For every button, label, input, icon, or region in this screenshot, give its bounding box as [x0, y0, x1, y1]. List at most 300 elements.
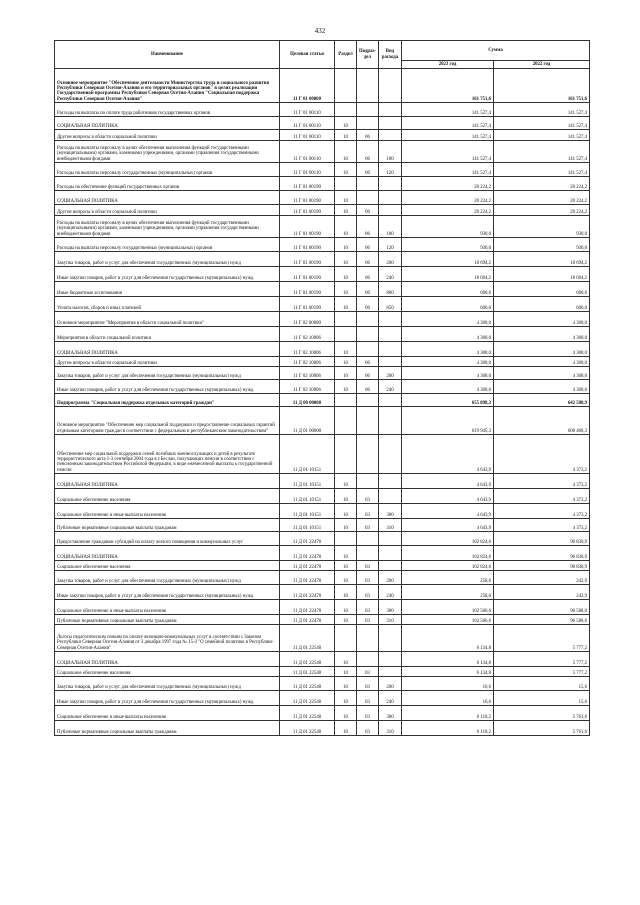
row-subsection: [357, 327, 379, 342]
table-row: [55, 238, 590, 252]
row-sum-2023: 18 694,2: [402, 267, 494, 282]
row-expense-type: [379, 69, 402, 103]
row-sum-2022: 4 300,0: [494, 327, 590, 342]
row-sum-2022: 5 761,6: [494, 721, 590, 736]
row-subsection: 06: [357, 163, 379, 177]
row-section: [335, 327, 357, 342]
row-name: СОЦИАЛЬНАЯ ПОЛИТИКА: [55, 546, 280, 561]
row-name: Публичные нормативные социальные выплаты гражданам: [55, 615, 280, 625]
row-name: Обеспечение мер социальной поддержки семей погибших военнослужащих и детей в результате террористического акта 1-3 сентября 2004 года в г.Беслан, получающих пенсии в соответствии с пенсионным законодательством Российской Федерации, в виде ежемесячной выплаты к государственной пенсии: [55, 435, 280, 474]
row-section: 10: [335, 141, 357, 163]
row-name: СОЦИАЛЬНАЯ ПОЛИТИКА: [55, 652, 280, 667]
row-sum-2023: 6 134,8: [402, 667, 494, 677]
row-name: Предоставление гражданам субсидий на оплату жилого помещения и коммунальных услуг: [55, 532, 280, 546]
row-name: СОЦИАЛЬНАЯ ПОЛИТИКА: [55, 191, 280, 205]
row-expense-type: 800: [379, 282, 402, 297]
row-subsection: [357, 312, 379, 327]
row-sum-2022: 930,0: [494, 238, 590, 252]
row-expense-type: 200: [379, 571, 402, 585]
row-name: Социальное обеспечение и иные выплаты населению: [55, 600, 280, 615]
row-expense-type: [379, 312, 402, 327]
table-row: [55, 357, 590, 367]
row-sum-2023: 930,0: [402, 216, 494, 238]
row-target-code: 11 Д 01 22540: [280, 721, 335, 736]
table-row: [55, 546, 590, 561]
row-subsection: [357, 103, 379, 117]
row-subsection: 06: [357, 380, 379, 394]
row-expense-type: [379, 191, 402, 205]
row-subsection: 06: [357, 267, 379, 282]
row-section: 10: [335, 252, 357, 267]
header-name: Наименование: [55, 41, 280, 69]
row-sum-2023: 102 824,6: [402, 561, 494, 571]
row-expense-type: [379, 205, 402, 216]
row-sum-2022: 15,6: [494, 677, 590, 691]
row-target-code: 11 Д 01 22470: [280, 571, 335, 585]
row-subsection: 03: [357, 677, 379, 691]
row-name: Закупка товаров, работ и услуг для обеспечения государственных (муниципальных) нужд: [55, 571, 280, 585]
row-name: Публичные нормативные социальные выплаты гражданам: [55, 721, 280, 736]
row-section: 10: [335, 216, 357, 238]
row-target-code: 11 Г 01 00190: [280, 177, 335, 191]
header-expense-type: Вид расхода: [379, 41, 402, 69]
row-name: Социальное обеспечение и иные выплаты населению: [55, 504, 280, 519]
row-expense-type: 240: [379, 585, 402, 600]
row-name: Другие вопросы в области социальной политики: [55, 130, 280, 141]
row-target-code: 11 Г 02 10006: [280, 327, 335, 342]
table-row: [55, 117, 590, 130]
row-subsection: [357, 625, 379, 652]
row-name: Иные закупки товаров, работ и услуг для обеспечения государственных (муниципальных) нужд: [55, 267, 280, 282]
row-subsection: 03: [357, 585, 379, 600]
row-target-code: 11 Д 01 22470: [280, 561, 335, 571]
row-sum-2022: 242,9: [494, 585, 590, 600]
row-section: 10: [335, 615, 357, 625]
row-subsection: 06: [357, 367, 379, 380]
row-name: Подпрограмма "Социальная поддержка отдельных категорий граждан": [55, 394, 280, 407]
row-name: Социальное обеспечение населения: [55, 561, 280, 571]
row-name: Расходы на выплаты по оплате труда работников государственных органов: [55, 103, 280, 117]
row-sum-2023: 4 643,9: [402, 504, 494, 519]
row-sum-2023: 930,0: [402, 238, 494, 252]
page-number: 432: [314, 27, 326, 35]
table-row: [55, 407, 590, 435]
row-sum-2022: 5 761,6: [494, 706, 590, 721]
row-subsection: [357, 532, 379, 546]
row-expense-type: [379, 130, 402, 141]
row-expense-type: [379, 177, 402, 191]
row-expense-type: [379, 103, 402, 117]
row-section: 10: [335, 238, 357, 252]
table-row: [55, 600, 590, 615]
table-row: [55, 561, 590, 571]
row-target-code: 11 Д 01 22470: [280, 600, 335, 615]
row-sum-2022: 4 373,2: [494, 504, 590, 519]
row-expense-type: 200: [379, 367, 402, 380]
row-sum-2023: 4 300,0: [402, 312, 494, 327]
row-sum-2023: 4 300,0: [402, 380, 494, 394]
table-row: [55, 205, 590, 216]
row-sum-2023: 16,6: [402, 691, 494, 706]
row-expense-type: [379, 394, 402, 407]
row-section: 10: [335, 585, 357, 600]
row-subsection: 03: [357, 706, 379, 721]
row-sum-2022: 141 527,4: [494, 130, 590, 141]
table-row: [55, 282, 590, 297]
row-name: Закупка товаров, работ и услуг для обеспечения государственных (муниципальных) нужд: [55, 677, 280, 691]
row-name: Иные закупки товаров, работ и услуг для обеспечения государственных (муниципальных) нужд: [55, 380, 280, 394]
row-target-code: 11 Д 01 22540: [280, 691, 335, 706]
row-expense-type: [379, 489, 402, 504]
row-sum-2022: 141 527,4: [494, 117, 590, 130]
table-row: [55, 342, 590, 357]
row-sum-2023: 6 134,8: [402, 652, 494, 667]
row-section: 10: [335, 706, 357, 721]
row-subsection: 06: [357, 205, 379, 216]
row-subsection: [357, 407, 379, 435]
row-name: Основное мероприятие "Обеспечение деятельности Министерства труда и социального развития Республики Северная Осетия-Алания и его территориальных органов" в целях реализации Государственной программы Республики Северная Осетия-Алания "Социальная поддержка Республики Северная Осетия-Алания": [55, 69, 280, 103]
row-target-code: 11 Г 02 10006: [280, 342, 335, 357]
row-name: Уплата налогов, сборов и иных платежей: [55, 297, 280, 312]
row-expense-type: 240: [379, 267, 402, 282]
row-target-code: 11 Г 02 00000: [280, 312, 335, 327]
table-row: [55, 252, 590, 267]
row-subsection: [357, 342, 379, 357]
row-sum-2023: 161 751,6: [402, 69, 494, 103]
row-name: Льготы педагогическим семьям по оплате жилищно-коммунальных услуг в соответствии с Законом Республики Северная Осетия-Алания от 3 декабря 1997 года № 15-З "О семейной политике в Республике Северная Осетия-Алания": [55, 625, 280, 652]
row-section: 10: [335, 205, 357, 216]
table-row: [55, 489, 590, 504]
row-sum-2022: 161 751,6: [494, 69, 590, 103]
table-row: [55, 585, 590, 600]
row-target-code: 11 Г 01 00110: [280, 130, 335, 141]
row-expense-type: [379, 652, 402, 667]
row-expense-type: [379, 561, 402, 571]
row-expense-type: [379, 474, 402, 489]
row-subsection: 06: [357, 141, 379, 163]
table-row: [55, 130, 590, 141]
row-sum-2023: 141 527,4: [402, 163, 494, 177]
row-target-code: 11 Г 01 00190: [280, 216, 335, 238]
header-subsection: Подраз-дел: [357, 41, 379, 69]
header-year-2022: 2022 год: [494, 61, 590, 69]
row-section: [335, 532, 357, 546]
row-expense-type: 200: [379, 252, 402, 267]
row-target-code: 11 Д 01 22540: [280, 625, 335, 652]
row-section: 10: [335, 600, 357, 615]
row-sum-2022: 4 373,2: [494, 435, 590, 474]
table-row: [55, 394, 590, 407]
row-target-code: 11 Д 01 10151: [280, 474, 335, 489]
row-subsection: 03: [357, 615, 379, 625]
row-target-code: 11 Д 01 22470: [280, 532, 335, 546]
row-section: 10: [335, 474, 357, 489]
row-expense-type: [379, 327, 402, 342]
row-target-code: 11 Г 01 00190: [280, 252, 335, 267]
row-expense-type: 310: [379, 721, 402, 736]
row-sum-2023: 4 643,9: [402, 489, 494, 504]
row-sum-2022: 20 224,2: [494, 191, 590, 205]
row-sum-2023: 20 224,2: [402, 177, 494, 191]
row-subsection: 06: [357, 297, 379, 312]
row-sum-2023: 600,0: [402, 282, 494, 297]
row-section: 10: [335, 519, 357, 532]
table-row: [55, 625, 590, 652]
row-name: Другие вопросы в области социальной политики: [55, 357, 280, 367]
row-expense-type: [379, 532, 402, 546]
row-sum-2023: 141 527,4: [402, 117, 494, 130]
row-section: 10: [335, 561, 357, 571]
row-section: 10: [335, 267, 357, 282]
row-target-code: 11 Г 02 10006: [280, 357, 335, 367]
row-target-code: 11 Г 01 00190: [280, 191, 335, 205]
row-target-code: 11 Г 01 00110: [280, 117, 335, 130]
row-section: 10: [335, 652, 357, 667]
row-expense-type: 200: [379, 677, 402, 691]
table-row: [55, 706, 590, 721]
row-section: [335, 394, 357, 407]
row-expense-type: 120: [379, 163, 402, 177]
table-row: [55, 177, 590, 191]
table-row: [55, 267, 590, 282]
row-target-code: 11 Г 02 10006: [280, 380, 335, 394]
table-row: [55, 571, 590, 585]
row-subsection: [357, 546, 379, 561]
table-row: [55, 677, 590, 691]
row-sum-2023: 141 527,4: [402, 141, 494, 163]
row-sum-2022: 4 373,2: [494, 474, 590, 489]
row-section: 10: [335, 571, 357, 585]
row-section: 10: [335, 691, 357, 706]
row-target-code: 11 Д 01 22540: [280, 677, 335, 691]
row-sum-2022: 96 830,9: [494, 561, 590, 571]
table-row: [55, 367, 590, 380]
row-subsection: 06: [357, 252, 379, 267]
row-expense-type: [379, 117, 402, 130]
row-sum-2022: 4 300,0: [494, 312, 590, 327]
row-sum-2023: 4 300,0: [402, 342, 494, 357]
row-sum-2022: 600,0: [494, 297, 590, 312]
row-target-code: 11 Г 01 00110: [280, 163, 335, 177]
row-sum-2022: 20 224,2: [494, 177, 590, 191]
row-name: Публичные нормативные социальные выплаты гражданам: [55, 519, 280, 532]
table-row: [55, 69, 590, 103]
row-section: [335, 177, 357, 191]
row-name: Мероприятия в области социальной политики: [55, 327, 280, 342]
row-subsection: 03: [357, 721, 379, 736]
row-subsection: 06: [357, 238, 379, 252]
row-subsection: 06: [357, 357, 379, 367]
row-sum-2022: 20 224,2: [494, 205, 590, 216]
header-year-2023: 2023 год: [402, 61, 494, 69]
row-section: 10: [335, 504, 357, 519]
row-target-code: 11 Д 01 22470: [280, 585, 335, 600]
row-subsection: [357, 191, 379, 205]
row-subsection: 03: [357, 600, 379, 615]
row-subsection: 06: [357, 216, 379, 238]
table-row: [55, 141, 590, 163]
row-section: 10: [335, 163, 357, 177]
row-subsection: [357, 117, 379, 130]
row-expense-type: 240: [379, 380, 402, 394]
row-name: СОЦИАЛЬНАЯ ПОЛИТИКА: [55, 474, 280, 489]
row-sum-2023: 655 098,3: [402, 394, 494, 407]
row-subsection: 03: [357, 667, 379, 677]
table-row: [55, 615, 590, 625]
table-body: [55, 69, 590, 736]
row-section: 10: [335, 342, 357, 357]
row-sum-2023: 258,0: [402, 585, 494, 600]
row-subsection: [357, 474, 379, 489]
row-subsection: [357, 435, 379, 474]
row-target-code: 11 Д 01 22540: [280, 706, 335, 721]
row-target-code: 11 Д 01 22470: [280, 615, 335, 625]
row-subsection: [357, 652, 379, 667]
table-row: [55, 163, 590, 177]
row-name: Закупка товаров, работ и услуг для обеспечения государственных (муниципальных) нужд: [55, 367, 280, 380]
row-sum-2023: 141 527,4: [402, 130, 494, 141]
row-target-code: 11 Г 01 00190: [280, 297, 335, 312]
row-target-code: 11 Д 01 10151: [280, 504, 335, 519]
row-expense-type: [379, 342, 402, 357]
row-target-code: 11 Г 01 00190: [280, 205, 335, 216]
row-sum-2022: 5 777,2: [494, 667, 590, 677]
row-target-code: 11 Д 01 10151: [280, 489, 335, 504]
row-section: 10: [335, 297, 357, 312]
row-sum-2022: 4 373,2: [494, 489, 590, 504]
row-target-code: 11 Д 01 22540: [280, 667, 335, 677]
row-sum-2022: 4 300,0: [494, 380, 590, 394]
row-name: Социальное обеспечение населения: [55, 667, 280, 677]
row-expense-type: 100: [379, 216, 402, 238]
row-sum-2022: 96 830,9: [494, 532, 590, 546]
row-sum-2023: 4 643,9: [402, 519, 494, 532]
row-section: [335, 625, 357, 652]
row-section: [335, 312, 357, 327]
row-expense-type: 240: [379, 691, 402, 706]
row-name: Социальное обеспечение населения: [55, 489, 280, 504]
row-sum-2023: 6 118,2: [402, 721, 494, 736]
row-sum-2023: 4 300,0: [402, 327, 494, 342]
row-name: Расходы на выплаты персоналу государственных (муниципальных) органов: [55, 163, 280, 177]
row-sum-2022: 4 373,2: [494, 519, 590, 532]
row-sum-2022: 4 300,0: [494, 357, 590, 367]
row-sum-2022: 600,0: [494, 282, 590, 297]
table-row: [55, 667, 590, 677]
row-name: Другие вопросы в области социальной политики: [55, 205, 280, 216]
row-expense-type: 300: [379, 600, 402, 615]
row-expense-type: [379, 407, 402, 435]
row-sum-2023: 6 118,2: [402, 706, 494, 721]
row-target-code: 11 Г 01 00110: [280, 141, 335, 163]
row-expense-type: 310: [379, 519, 402, 532]
row-sum-2023: 102 824,6: [402, 546, 494, 561]
row-sum-2022: 18 694,2: [494, 267, 590, 282]
row-sum-2023: 6 134,8: [402, 625, 494, 652]
row-sum-2022: 5 777,2: [494, 625, 590, 652]
row-sum-2023: 258,0: [402, 571, 494, 585]
table-row: [55, 435, 590, 474]
row-name: Иные закупки товаров, работ и услуг для обеспечения государственных (муниципальных) нужд: [55, 691, 280, 706]
row-sum-2022: 4 300,0: [494, 342, 590, 357]
row-sum-2022: 608 468,3: [494, 407, 590, 435]
header-section: Раздел: [335, 41, 357, 69]
row-target-code: 11 Д 01 22540: [280, 652, 335, 667]
row-expense-type: [379, 546, 402, 561]
row-section: 10: [335, 130, 357, 141]
table-row: [55, 191, 590, 205]
row-sum-2022: 96 830,9: [494, 546, 590, 561]
row-target-code: 11 Г 01 00190: [280, 267, 335, 282]
row-section: 10: [335, 667, 357, 677]
row-target-code: 11 Г 02 10006: [280, 367, 335, 380]
row-target-code: 11 Д 01 22470: [280, 546, 335, 561]
table-row: [55, 216, 590, 238]
row-expense-type: [379, 667, 402, 677]
row-name: СОЦИАЛЬНАЯ ПОЛИТИКА: [55, 117, 280, 130]
row-target-code: 11 Д 01 00000: [280, 407, 335, 435]
row-sum-2023: 619 945,3: [402, 407, 494, 435]
row-section: 10: [335, 380, 357, 394]
row-subsection: [357, 69, 379, 103]
row-name: СОЦИАЛЬНАЯ ПОЛИТИКА: [55, 342, 280, 357]
table-row: [55, 721, 590, 736]
row-target-code: 11 Г 01 00000: [280, 69, 335, 103]
table-row: [55, 691, 590, 706]
row-expense-type: 850: [379, 297, 402, 312]
row-subsection: 06: [357, 130, 379, 141]
row-target-code: 11 Д 01 10151: [280, 519, 335, 532]
row-subsection: 06: [357, 282, 379, 297]
row-sum-2022: 5 777,2: [494, 652, 590, 667]
row-section: 10: [335, 367, 357, 380]
header-code: Целевая статья: [280, 41, 335, 69]
table-row: [55, 297, 590, 312]
row-expense-type: 300: [379, 706, 402, 721]
row-subsection: 03: [357, 489, 379, 504]
row-sum-2023: 102 566,6: [402, 600, 494, 615]
row-sum-2022: 4 300,0: [494, 367, 590, 380]
row-name: Иные бюджетные ассигнования: [55, 282, 280, 297]
row-sum-2022: 15,6: [494, 691, 590, 706]
row-expense-type: 120: [379, 238, 402, 252]
table-row: [55, 327, 590, 342]
row-name: Закупка товаров, работ и услуг для обеспечения государственных (муниципальных) нужд: [55, 252, 280, 267]
row-sum-2023: 4 643,9: [402, 435, 494, 474]
row-expense-type: [379, 357, 402, 367]
row-sum-2022: 96 588,0: [494, 615, 590, 625]
row-expense-type: [379, 625, 402, 652]
row-name: Иные закупки товаров, работ и услуг для обеспечения государственных (муниципальных) нужд: [55, 585, 280, 600]
row-subsection: 03: [357, 571, 379, 585]
budget-table: [54, 40, 590, 736]
row-subsection: 03: [357, 561, 379, 571]
row-target-code: 11 Г 01 00190: [280, 238, 335, 252]
row-name: Основное мероприятие "Обеспечение мер социальной поддержки и предоставление социальных гарантий отдельным категориям граждан в соответствии с федеральным и республиканским законодательством": [55, 407, 280, 435]
row-name: Расходы на обеспечение функций государственных органов: [55, 177, 280, 191]
table-row: [55, 103, 590, 117]
row-section: [335, 407, 357, 435]
table-row: [55, 380, 590, 394]
row-sum-2023: 4 300,0: [402, 357, 494, 367]
row-name: Расходы на выплаты персоналу в целях обеспечения выполнения функций государственными (муниципальными) органами, казенными учреждениями, органами управления государственными внебюджетными фондами: [55, 141, 280, 163]
row-section: 10: [335, 117, 357, 130]
row-name: Социальное обеспечение и иные выплаты населению: [55, 706, 280, 721]
table-row: [55, 652, 590, 667]
header-sum: Сумма: [402, 41, 590, 61]
row-subsection: 03: [357, 519, 379, 532]
table-row: [55, 474, 590, 489]
